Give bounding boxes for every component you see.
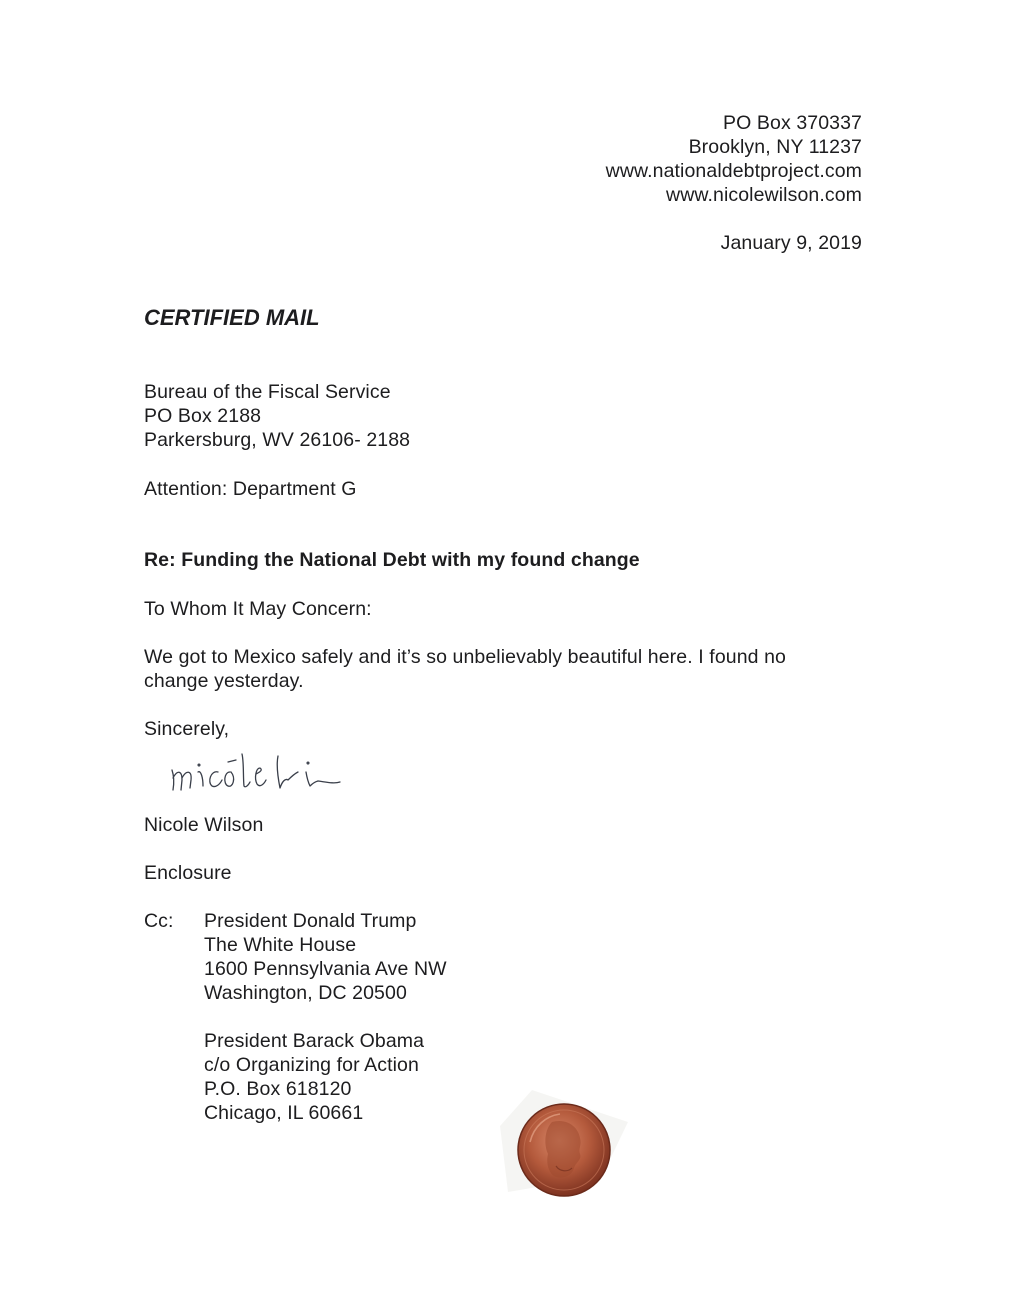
attention-line: Attention: Department G (144, 478, 357, 500)
letter-date: January 9, 2019 (720, 232, 862, 254)
sender-website-1: www.nationaldebtproject.com (605, 160, 862, 182)
cc2-line-1: President Barack Obama (204, 1030, 425, 1052)
salutation: To Whom It May Concern: (144, 598, 372, 620)
certified-mail-heading: CERTIFIED MAIL (144, 305, 320, 330)
cc2-line-4: Chicago, IL 60661 (204, 1102, 364, 1124)
enclosure-note: Enclosure (144, 862, 232, 884)
cc1-line-4: Washington, DC 20500 (204, 982, 407, 1004)
sender-city: Brooklyn, NY 11237 (688, 136, 862, 158)
cc2-line-3: P.O. Box 618120 (204, 1078, 352, 1100)
body-line-1: We got to Mexico safely and it’s so unbelievably beautiful here. I found no (144, 646, 787, 668)
penny-coin-image (494, 1082, 634, 1207)
sender-po-box: PO Box 370337 (723, 112, 862, 134)
cc1-line-2: The White House (204, 934, 357, 956)
cc2-line-2: c/o Organizing for Action (204, 1054, 419, 1076)
cc1-line-3: 1600 Pennsylvania Ave NW (204, 958, 447, 980)
recipient-po-box: PO Box 2188 (144, 405, 262, 427)
recipient-city: Parkersburg, WV 26106- 2188 (144, 429, 411, 451)
sender-website-2: www.nicolewilson.com (666, 184, 862, 206)
recipient-name: Bureau of the Fiscal Service (144, 381, 391, 403)
signer-name: Nicole Wilson (144, 814, 264, 836)
closing: Sincerely, (144, 718, 230, 740)
handwritten-signature (168, 748, 348, 796)
cc-label: Cc: (144, 910, 174, 932)
subject-line: Re: Funding the National Debt with my found change (144, 549, 640, 571)
cc1-line-1: President Donald Trump (204, 910, 417, 932)
body-line-2: change yesterday. (144, 670, 304, 692)
